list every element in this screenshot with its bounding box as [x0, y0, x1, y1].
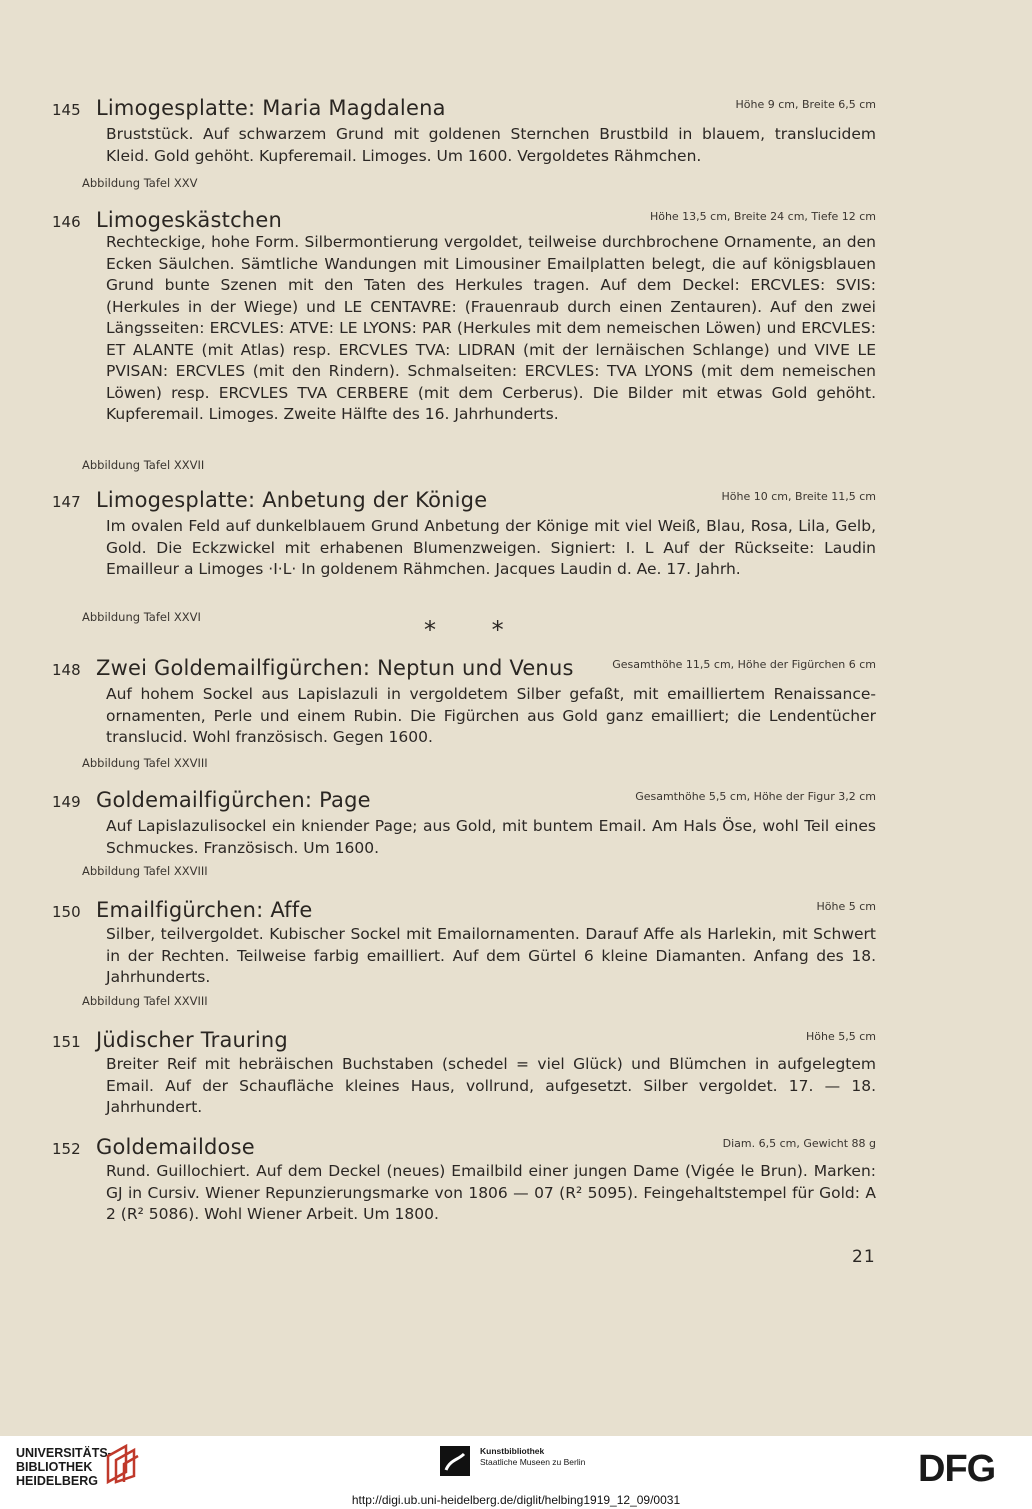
- entry-dimensions: Höhe 10 cm, Breite 11,5 cm: [721, 490, 876, 503]
- ub-heidelberg-logo-text: [16, 1446, 112, 1488]
- entry-title: Limogesplatte: Maria Magdalena: [96, 96, 446, 120]
- kb-title: Kunstbibliothek: [480, 1446, 545, 1456]
- entry-description: Bruststück. Auf schwarzem Grund mit goldenen Sternchen Brustbild in blauem, translucidem Kleid. Gold gehöht. Kupferemail. Limoges. Um 1600. Vergoldetes Rähmchen.: [106, 125, 876, 165]
- entry-reference: Abbildung Tafel XXVIII: [82, 994, 208, 1008]
- kb-subtitle: Staatliche Museen zu Berlin: [480, 1457, 586, 1467]
- entry-number: 151: [52, 1033, 81, 1051]
- entry-heading: [52, 208, 282, 234]
- entry-number: 152: [52, 1140, 81, 1158]
- page-number: 21: [852, 1247, 876, 1267]
- entry-title: Zwei Goldemailfigürchen: Neptun und Venus: [96, 656, 574, 680]
- entry-dimensions: Höhe 5 cm: [816, 900, 876, 913]
- entry-dimensions: Höhe 9 cm, Breite 6,5 cm: [735, 98, 876, 111]
- entry-dimensions: Gesamthöhe 5,5 cm, Höhe der Figur 3,2 cm: [635, 790, 876, 803]
- entry-description: Im ovalen Feld auf dunkelblauem Grund Anbetung der Könige mit viel Weiß, Blau, Rosa, Lila, Gelb, Gold. Die Eckzwickel mit erhabenen Blumenzweigen. Signiert: I. L Auf der Rückseite: Laudin Emailleur a Limoges ·I·L· In goldenem Rähmchen. Jacques Laudin d. Ae. 17. Jahrh.: [106, 517, 876, 578]
- entry-reference: Abbildung Tafel XXVIII: [82, 864, 208, 878]
- entry-title: Limogesplatte: Anbetung der Könige: [96, 488, 488, 512]
- entry-description: Breiter Reif mit hebräischen Buchstaben (schedel = viel Glück) und Blümchen in aufgelegtem Email. Auf der Schaufläche kleines Haus, vollrund, aufgesetzt. Silber vergoldet. 17. — 18. Jahrhundert.: [106, 1055, 876, 1116]
- entry-description: Silber, teilvergoldet. Kubischer Sockel mit Emailornamenten. Darauf Affe als Harlekin, mit Schwert in der Rechten. Teilweise farbig emailliert. Auf dem Gürtel 6 kleine Diamanten. Anfang des 18. Jahrhunderts.: [106, 925, 876, 986]
- kunstbibliothek-logo-icon: [440, 1446, 470, 1476]
- library-name-line: UNIVERSITÄTS-: [16, 1446, 112, 1460]
- entry-title: Goldemaildose: [96, 1135, 255, 1159]
- entry-description: Auf hohem Sockel aus Lapislazuli in vergoldetem Silber gefaßt, mit emailliertem Renaissance-ornamenten, Perle und einem Rubin. Die Figürchen aus Gold ganz emailliert; die Lendentücher translucid. Wohl französisch. Gegen 1600.: [106, 685, 876, 746]
- entry-dimensions: Höhe 13,5 cm, Breite 24 cm, Tiefe 12 cm: [649, 210, 876, 223]
- entry-number: 148: [52, 661, 81, 679]
- permalink-url[interactable]: http://digi.ub.uni-heidelberg.de/diglit/helbing1919_12_09/0031: [351, 1493, 681, 1507]
- entry-heading: [52, 656, 574, 682]
- viewer-footer: [0, 1436, 1032, 1509]
- entry-title: Emailfigürchen: Affe: [96, 898, 313, 922]
- entry-description: Rund. Guillochiert. Auf dem Deckel (neues) Emailbild einer jungen Dame (Vigée le Brun). Marken: GJ in Cursiv. Wiener Repunzierungsmarke von 1806 — 07 (R² 5095). Feingehaltstempel für Gold: A 2 (R² 5086). Wohl Wiener Arbeit. Um 1800.: [106, 1162, 876, 1223]
- entry-reference: Abbildung Tafel XXVI: [82, 610, 201, 624]
- entry-heading: [52, 1028, 288, 1054]
- entry-number: 145: [52, 101, 81, 119]
- entry-reference: Abbildung Tafel XXVII: [82, 458, 205, 472]
- entry-heading: [52, 488, 487, 514]
- entry-reference: Abbildung Tafel XXV: [82, 176, 198, 190]
- entry-number: 149: [52, 793, 81, 811]
- entry-number: 150: [52, 903, 81, 921]
- entry-heading: [52, 788, 371, 814]
- entry-dimensions: Gesamthöhe 11,5 cm, Höhe der Figürchen 6 cm: [612, 658, 876, 671]
- entry-heading: [52, 898, 312, 924]
- entry-reference: Abbildung Tafel XXVIII: [82, 756, 208, 770]
- entry-title: Jüdischer Trauring: [96, 1028, 288, 1052]
- entry-title: Limogeskästchen: [96, 208, 282, 232]
- dfg-logo: DFG: [918, 1448, 996, 1490]
- entry-dimensions: Diam. 6,5 cm, Gewicht 88 g: [722, 1137, 876, 1150]
- library-name-line: BIBLIOTHEK: [16, 1460, 93, 1474]
- entry-number: 147: [52, 493, 81, 511]
- library-name-line: HEIDELBERG: [16, 1474, 98, 1488]
- section-separator: * *: [424, 616, 528, 644]
- kunstbibliothek-text: [480, 1446, 585, 1468]
- entry-heading: [52, 96, 446, 122]
- entry-number: 146: [52, 213, 81, 231]
- entry-description: Auf Lapislazulisockel ein kniender Page; aus Gold, mit buntem Email. Am Hals Öse, wohl Teil eines Schmuckes. Französisch. Um 1600.: [106, 817, 876, 857]
- entry-description: Rechteckige, hohe Form. Silbermontierung vergoldet, teilweise durchbrochene Ornamente, an den Ecken Säulchen. Sämtliche Wandungen mit Limousiner Emailplatten belegt, die auf königsblauen Grund bunte Szenen mit den Taten des Herkules tragen. Auf dem Deckel: ERCVLES: SVIS: (Herkules in der Wiege) und LE CENTAVRE: (Frauenraub durch einen Zentauren). Auf den zwei Längsseiten: ERCVLES: ATVE: LE LYONS: PAR (Herkules mit dem nemeischen Löwen) und ERCVLES: ET ALANTE (mit Atlas) resp. ERCVLES TVA: LIDRAN (mit der lernäischen Schlange) und VIVE LE PVISAN: ERCVLES (mit den Rindern). Schmalseiten: ERCVLES: TVA LYONS (mit dem nemeischen Löwen) resp. ERCVLES TVA CERBERE (mit dem Cerberus). Die Bilder mit etwas Gold gehöht. Kupferemail. Limoges. Zweite Hälfte des 16. Jahrhunderts.: [106, 233, 876, 423]
- entry-dimensions: Höhe 5,5 cm: [806, 1030, 876, 1043]
- entry-heading: [52, 1135, 255, 1161]
- ub-heidelberg-logo-icon: [104, 1442, 142, 1486]
- entry-title: Goldemailfigürchen: Page: [96, 788, 371, 812]
